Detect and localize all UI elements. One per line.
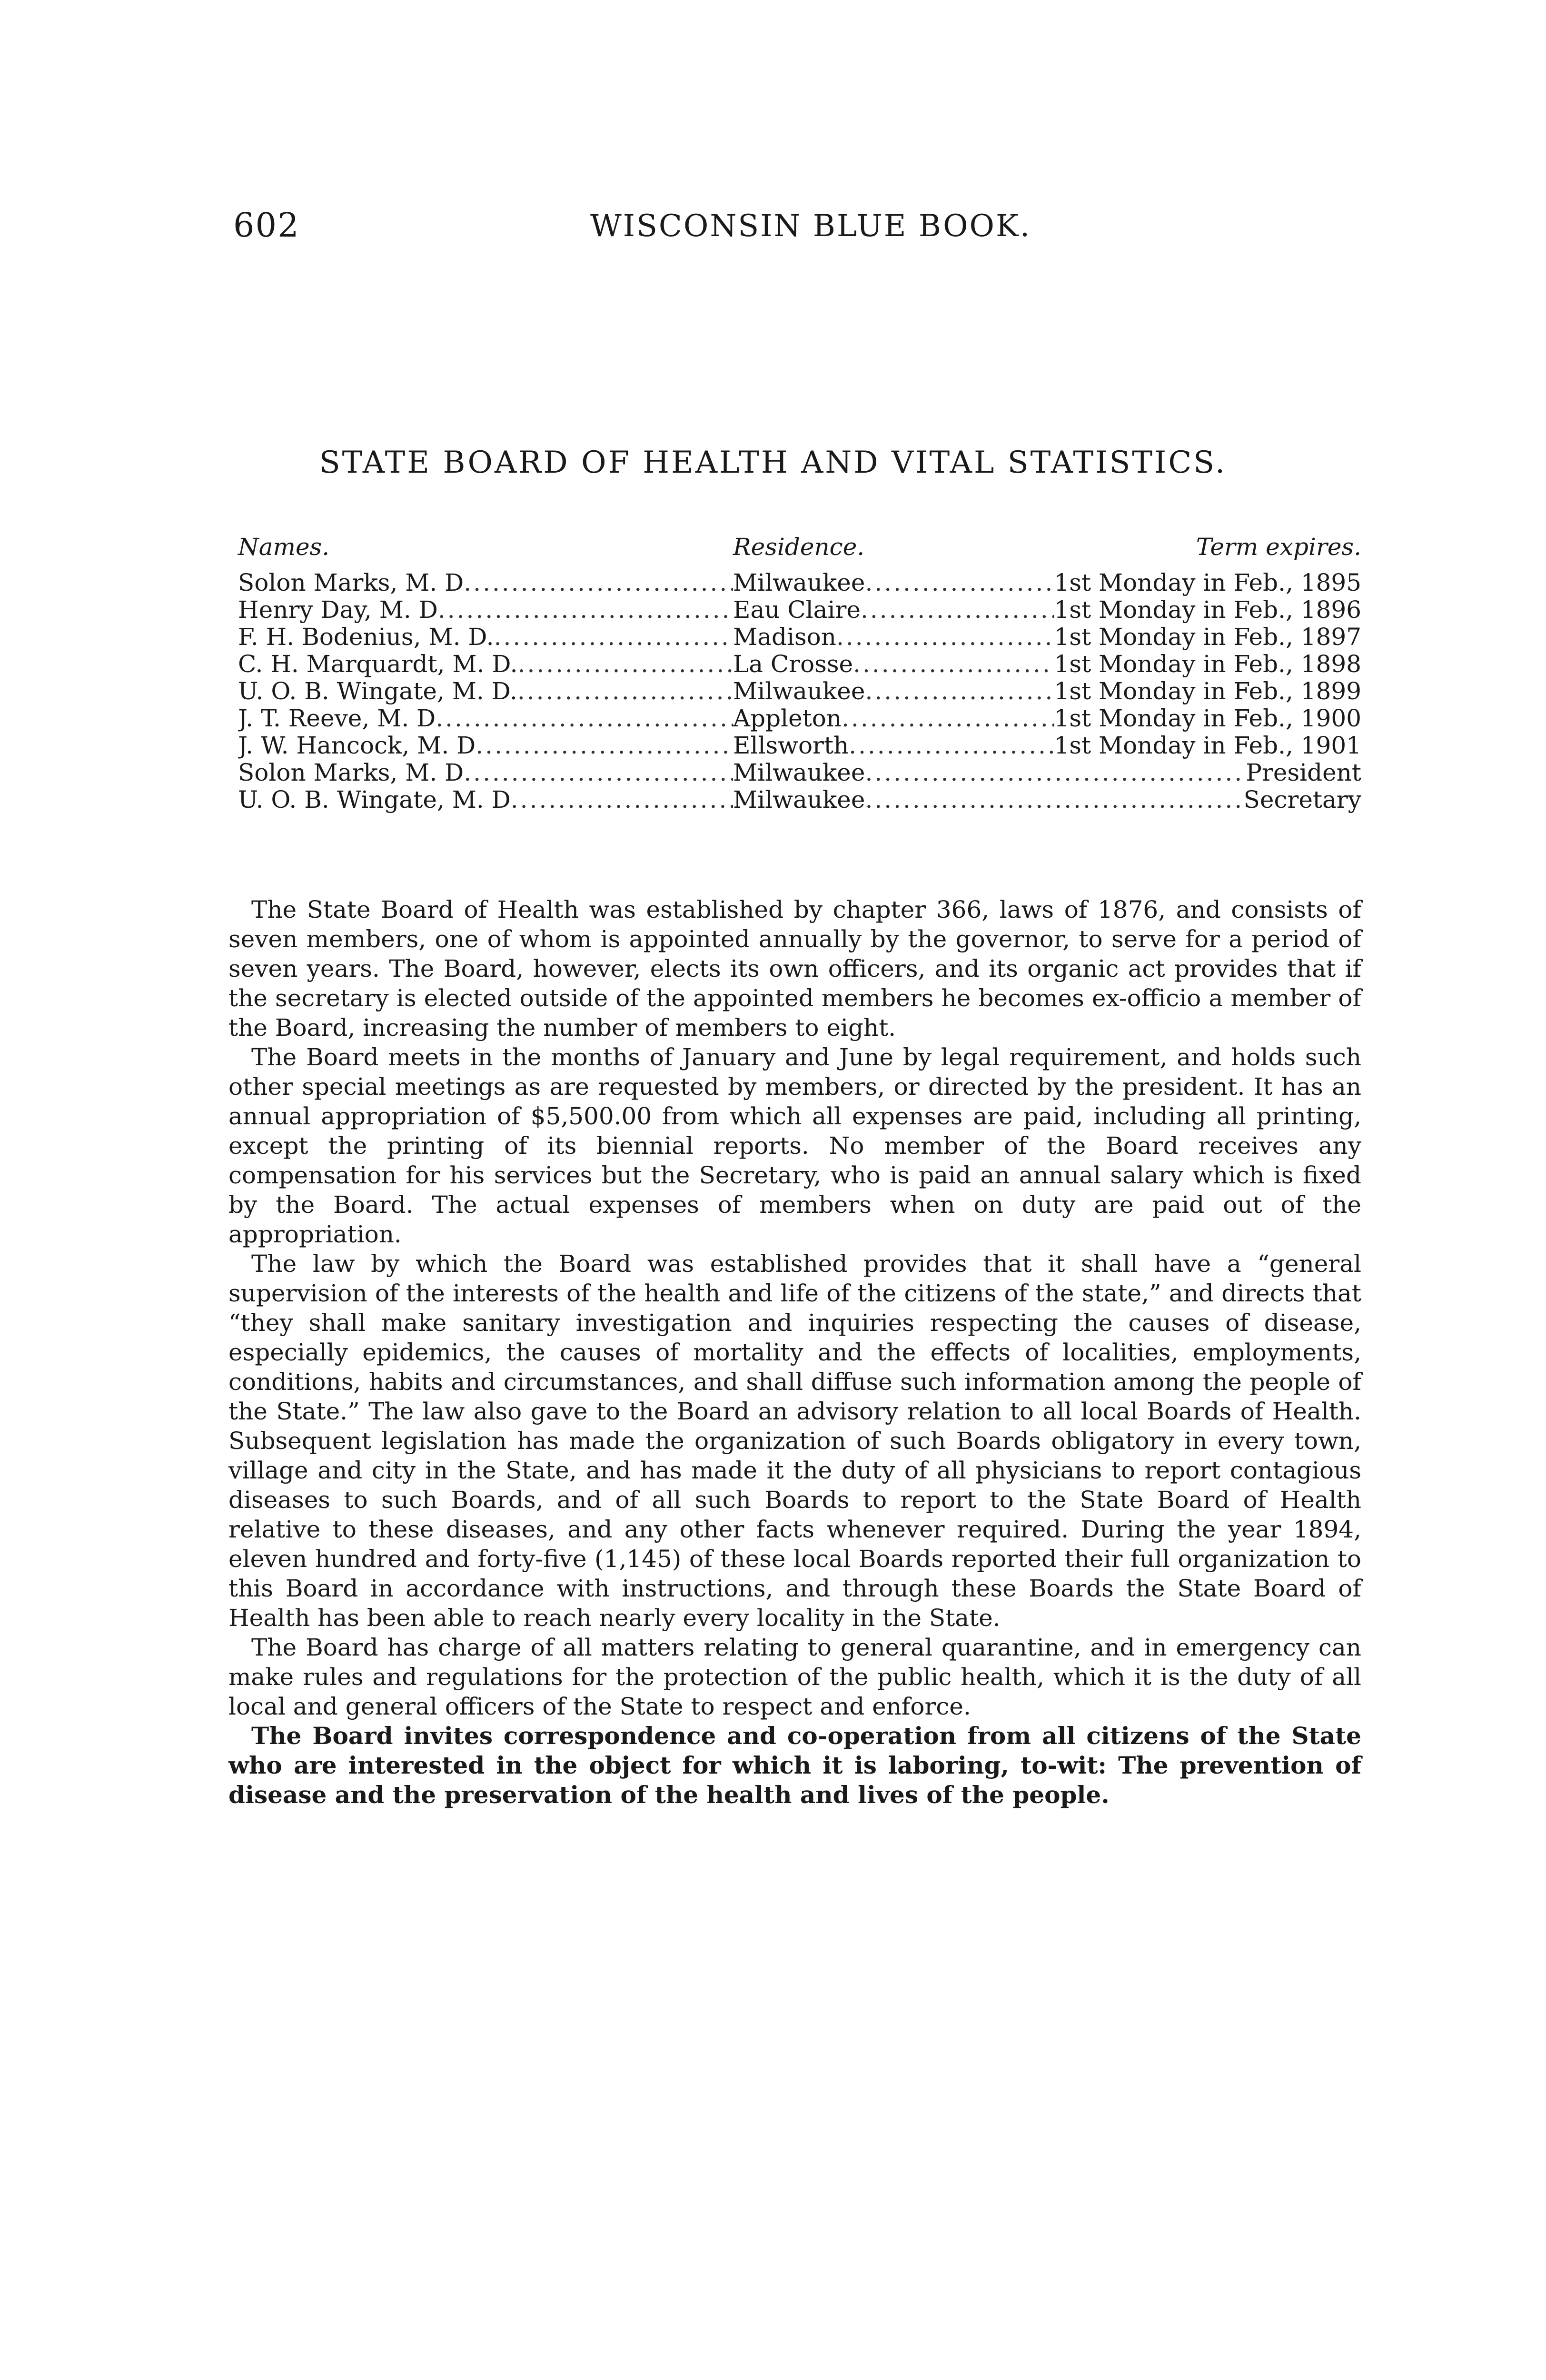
member-term: 1st Monday in Feb., 1898 — [1054, 650, 1361, 678]
leader-dots — [853, 651, 1054, 678]
member-residence: Milwaukee — [733, 759, 865, 786]
leader-dots — [494, 624, 733, 651]
member-term: 1st Monday in Feb., 1896 — [1054, 596, 1361, 624]
leader-dots — [861, 596, 1054, 624]
member-name: J. W. Hancock, M. D — [238, 732, 476, 759]
body-text — [228, 895, 1361, 1810]
leader-dots — [849, 732, 1054, 759]
paragraph: The State Board of Health was established by chapter 366, laws of 1876, and consists of seven members, one of whom is appointed annually by the governor, to serve for a period of seven years. The Board, however, elects its own officers, and its organic act provides that if the secretary is elected outside of the appointed members he becomes ex-officio a member of the Board, increasing the number of members to eight. — [228, 896, 1361, 1041]
member-term: President — [1246, 759, 1361, 786]
leader-dots — [836, 624, 1054, 651]
roster-row — [238, 624, 1361, 651]
names-column-header: Names. — [238, 533, 330, 561]
leader-dots — [865, 569, 1054, 596]
roster-row — [238, 705, 1361, 732]
leader-dots — [842, 705, 1054, 732]
member-name: Solon Marks, M. D — [238, 759, 464, 786]
member-residence: Milwaukee — [733, 569, 865, 596]
member-residence: Ellsworth — [733, 732, 849, 759]
member-residence: Milwaukee — [733, 678, 865, 705]
member-name: U. O. B. Wingate, M. D — [238, 786, 511, 813]
roster-row — [238, 569, 1361, 596]
member-term: 1st Monday in Feb., 1901 — [1054, 732, 1361, 759]
member-term: Secretary — [1243, 786, 1361, 813]
roster-row — [238, 732, 1361, 759]
leader-dots — [464, 569, 733, 596]
leader-dots — [464, 759, 733, 786]
member-residence: Milwaukee — [733, 786, 865, 813]
page-number: 602 — [233, 206, 300, 245]
running-title: WISCONSIN BLUE BOOK. — [590, 208, 1031, 244]
roster-header — [238, 533, 1361, 569]
member-name: Solon Marks, M. D — [238, 569, 464, 596]
roster-row — [238, 596, 1361, 624]
member-term: 1st Monday in Feb., 1900 — [1054, 704, 1361, 732]
member-name: C. H. Marquardt, M. D. — [238, 651, 518, 678]
leader-dots — [438, 596, 733, 624]
member-residence: Madison — [733, 624, 836, 651]
member-name: Henry Day, M. D — [238, 596, 438, 624]
section-title: STATE BOARD OF HEALTH AND VITAL STATISTICS. — [319, 445, 1227, 480]
residence-column-header: Residence. — [733, 533, 865, 561]
roster-row — [238, 759, 1361, 786]
leader-dots — [476, 732, 733, 759]
board-roster — [238, 533, 1361, 813]
member-term: 1st Monday in Feb., 1897 — [1054, 623, 1361, 651]
leader-dots — [518, 651, 733, 678]
leader-dots — [865, 786, 1243, 813]
member-term: 1st Monday in Feb., 1895 — [1054, 569, 1361, 596]
paragraph: The Board invites correspondence and co-operation from all citizens of the State who are interested in the object for which it is laboring, to-wit: The prevention of disease and the preservation of the health and lives of the people. — [228, 1722, 1361, 1809]
roster-row — [238, 786, 1361, 813]
leader-dots — [517, 678, 733, 705]
roster-row — [238, 678, 1361, 705]
term-column-header: Term expires. — [1196, 533, 1361, 561]
paragraph: The Board has charge of all matters relating to general quarantine, and in emergency can make rules and regulations for the protection of the public health, which it is the duty of all local and general officers of the State to respect and enforce. — [228, 1634, 1361, 1720]
member-name: U. O. B. Wingate, M. D. — [238, 678, 517, 705]
leader-dots — [865, 678, 1054, 705]
member-name: F. H. Bodenius, M. D. — [238, 624, 494, 651]
leader-dots — [511, 786, 733, 813]
member-term: 1st Monday in Feb., 1899 — [1054, 677, 1361, 705]
member-residence: La Crosse — [733, 651, 853, 678]
paragraph: The law by which the Board was established provides that it shall have a “general supervision of the interests of the health and life of the citizens of the state,” and directs that “they shall make sanitary investigation and inquiries respecting the causes of disease, especially epidemics, the causes of mortality and the effects of localities, employments, conditions, habits and circumstances, and shall diffuse such information among the people of the State.” The law also gave to the Board an advisory relation to all local Boards of Health. Subsequent legislation has made the organization of such Boards obligatory in every town, village and city in the State, and has made it the duty of all physicians to report contagious diseases to such Boards, and of all such Boards to report to the State Board of Health relative to these diseases, and any other facts whenever required. During the year 1894, eleven hundred and forty-five (1,145) of these local Boards reported their full organization to this Board in accordance with instructions, and through these Boards the State Board of Health has been able to reach nearly every locality in the State. — [228, 1250, 1361, 1632]
leader-dots — [865, 759, 1246, 786]
member-residence: Eau Claire — [733, 596, 861, 624]
member-residence: Appleton — [733, 705, 842, 732]
member-name: J. T. Reeve, M. D — [238, 705, 436, 732]
paragraph: The Board meets in the months of January and June by legal requirement, and holds such other special meetings as are requested by members, or directed by the president. It has an annual appropriation of $5,500.00 from which all expenses are paid, including all printing, except the printing of its biennial reports. No member of the Board receives any compensation for his services but the Secretary, who is paid an annual salary which is fixed by the Board. The actual expenses of members when on duty are paid out of the appropriation. — [228, 1043, 1361, 1248]
roster-row — [238, 651, 1361, 678]
leader-dots — [436, 705, 733, 732]
